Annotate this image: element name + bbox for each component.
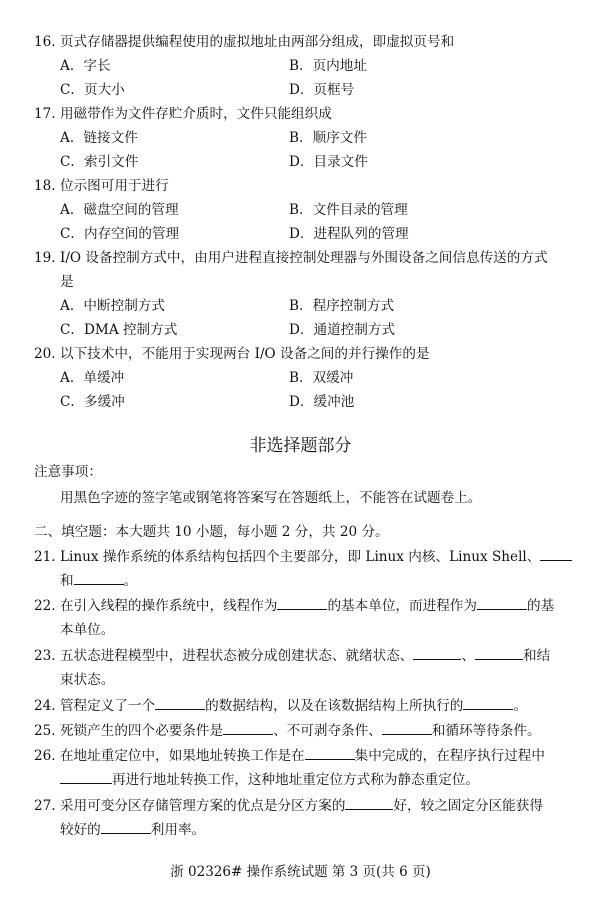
question-text: 的基本单位，而进程作为 <box>327 598 477 614</box>
question-19 <box>34 247 582 270</box>
question-number: 24. <box>34 698 56 714</box>
question-21 <box>34 546 582 569</box>
question-25 <box>34 720 582 743</box>
question-text: 。 <box>123 573 138 589</box>
question-text: 五状态进程模型中，进程状态被分成创建状态、就绪状态、 <box>59 648 414 664</box>
option-c: C．索引文件 <box>60 154 139 170</box>
section-title: 非选择题部分 <box>249 436 352 456</box>
answer-blank <box>463 695 513 710</box>
question-text: 好，较之固定分区能获得 <box>393 798 543 814</box>
answer-blank <box>382 720 432 735</box>
question-text: 和循环等待条件。 <box>431 723 541 739</box>
page-footer: 浙 02326# 操作系统试题 第 3 页(共 6 页) <box>170 864 431 880</box>
question-stem-continuation: 是 <box>60 274 74 290</box>
notice-text: 用黑色字迹的签字笔或钢笔将答案写在答题纸上，不能答在试题卷上。 <box>60 490 482 506</box>
option-a: A．单缓冲 <box>60 370 125 386</box>
question-26-line2 <box>60 769 479 792</box>
answer-blank <box>101 819 151 834</box>
question-text: 的基 <box>526 598 555 614</box>
question-27 <box>34 795 582 818</box>
question-text: 再进行地址转换工作，这种地址重定位方式称为静态重定位。 <box>112 772 480 788</box>
notice-label: 注意事项： <box>34 464 102 480</box>
question-stem: 页式存储器提供编程使用的虚拟地址由两部分组成，即虚拟页号和 <box>59 34 455 50</box>
question-stem: 位示图可用于进行 <box>59 178 169 194</box>
option-c: C．DMA 控制方式 <box>60 322 178 338</box>
answer-blank <box>413 645 461 660</box>
option-c: C．内存空间的管理 <box>60 226 180 242</box>
question-number: 19. <box>34 250 56 266</box>
question-number: 21. <box>34 549 56 565</box>
option-d: D．页框号 <box>289 82 355 98</box>
question-22 <box>34 595 582 618</box>
question-number: 17. <box>34 106 56 122</box>
option-d: D．通道控制方式 <box>289 322 396 338</box>
option-b: B．文件目录的管理 <box>289 202 408 218</box>
question-number: 23. <box>34 648 56 664</box>
answer-blank <box>540 546 572 561</box>
answer-blank <box>60 769 112 784</box>
answer-blank <box>74 570 124 585</box>
question-stem: 以下技术中，不能用于实现两台 I/O 设备之间的并行操作的是 <box>59 346 430 362</box>
question-text: Linux 操作系统的体系结构包括四个主要部分，即 Linux 内核、Linux Shell、 <box>59 549 541 565</box>
question-20 <box>34 343 582 366</box>
question-16 <box>34 31 582 54</box>
question-23 <box>34 645 582 668</box>
question-stem: 用磁带作为文件存贮介质时，文件只能组织成 <box>59 106 332 122</box>
question-number: 25. <box>34 723 56 739</box>
option-c: C．页大小 <box>60 82 125 98</box>
question-number: 16. <box>34 34 56 50</box>
question-17 <box>34 103 582 126</box>
question-27-line2 <box>60 819 205 842</box>
option-c: C．多缓冲 <box>60 394 125 410</box>
question-26 <box>34 745 582 768</box>
option-b: B．程序控制方式 <box>289 298 395 314</box>
option-a: A．字长 <box>60 58 111 74</box>
question-23-line2: 束状态。 <box>60 672 115 688</box>
question-text: 在引入线程的操作系统中，线程作为 <box>59 598 278 614</box>
question-number: 22. <box>34 598 56 614</box>
answer-blank <box>477 595 527 610</box>
question-text: 、不可剥夺条件、 <box>273 723 382 739</box>
answer-blank <box>155 695 205 710</box>
question-text: 管程定义了一个 <box>59 698 156 714</box>
option-b: B．顺序文件 <box>289 130 367 146</box>
answer-blank <box>305 745 355 760</box>
option-a: A．中断控制方式 <box>60 298 165 314</box>
question-text: 和 <box>60 573 74 589</box>
question-text: 利用率。 <box>150 822 206 838</box>
question-18 <box>34 175 582 198</box>
question-number: 20. <box>34 346 56 362</box>
question-text: 。 <box>513 698 527 714</box>
question-text: 的数据结构，以及在该数据结构上所执行的 <box>205 698 464 714</box>
option-b: B．页内地址 <box>289 58 367 74</box>
question-number: 26. <box>34 748 56 764</box>
question-number: 18. <box>34 178 56 194</box>
question-21-line2 <box>60 570 137 593</box>
question-text: 采用可变分区存储管理方案的优点是分区方案的 <box>59 798 346 814</box>
answer-blank <box>475 645 523 660</box>
question-text: 、 <box>461 648 475 664</box>
question-text: 集中完成的，在程序执行过程中 <box>354 748 545 764</box>
option-a: A．磁盘空间的管理 <box>60 202 179 218</box>
answer-blank <box>345 795 393 810</box>
question-stem: I/O 设备控制方式中，由用户进程直接控制处理器与外围设备之间信息传送的方式 <box>59 250 548 266</box>
question-24 <box>34 695 582 718</box>
question-text: 在地址重定位中，如果地址转换工作是在 <box>59 748 305 764</box>
option-d: D．进程队列的管理 <box>289 226 409 242</box>
answer-blank <box>277 595 327 610</box>
option-a: A．链接文件 <box>60 130 138 146</box>
question-22-line2: 本单位。 <box>60 622 115 638</box>
question-text: 较好的 <box>60 822 101 838</box>
question-text: 死锁产生的四个必要条件是 <box>59 723 224 739</box>
option-d: D．缓冲池 <box>289 394 355 410</box>
question-number: 27. <box>34 798 56 814</box>
fill-section-header: 二、填空题：本大题共 10 小题，每小题 2 分，共 20 分。 <box>34 524 389 540</box>
option-b: B．双缓冲 <box>289 370 354 386</box>
answer-blank <box>223 720 273 735</box>
question-text: 和结 <box>522 648 551 664</box>
option-d: D．目录文件 <box>289 154 368 170</box>
